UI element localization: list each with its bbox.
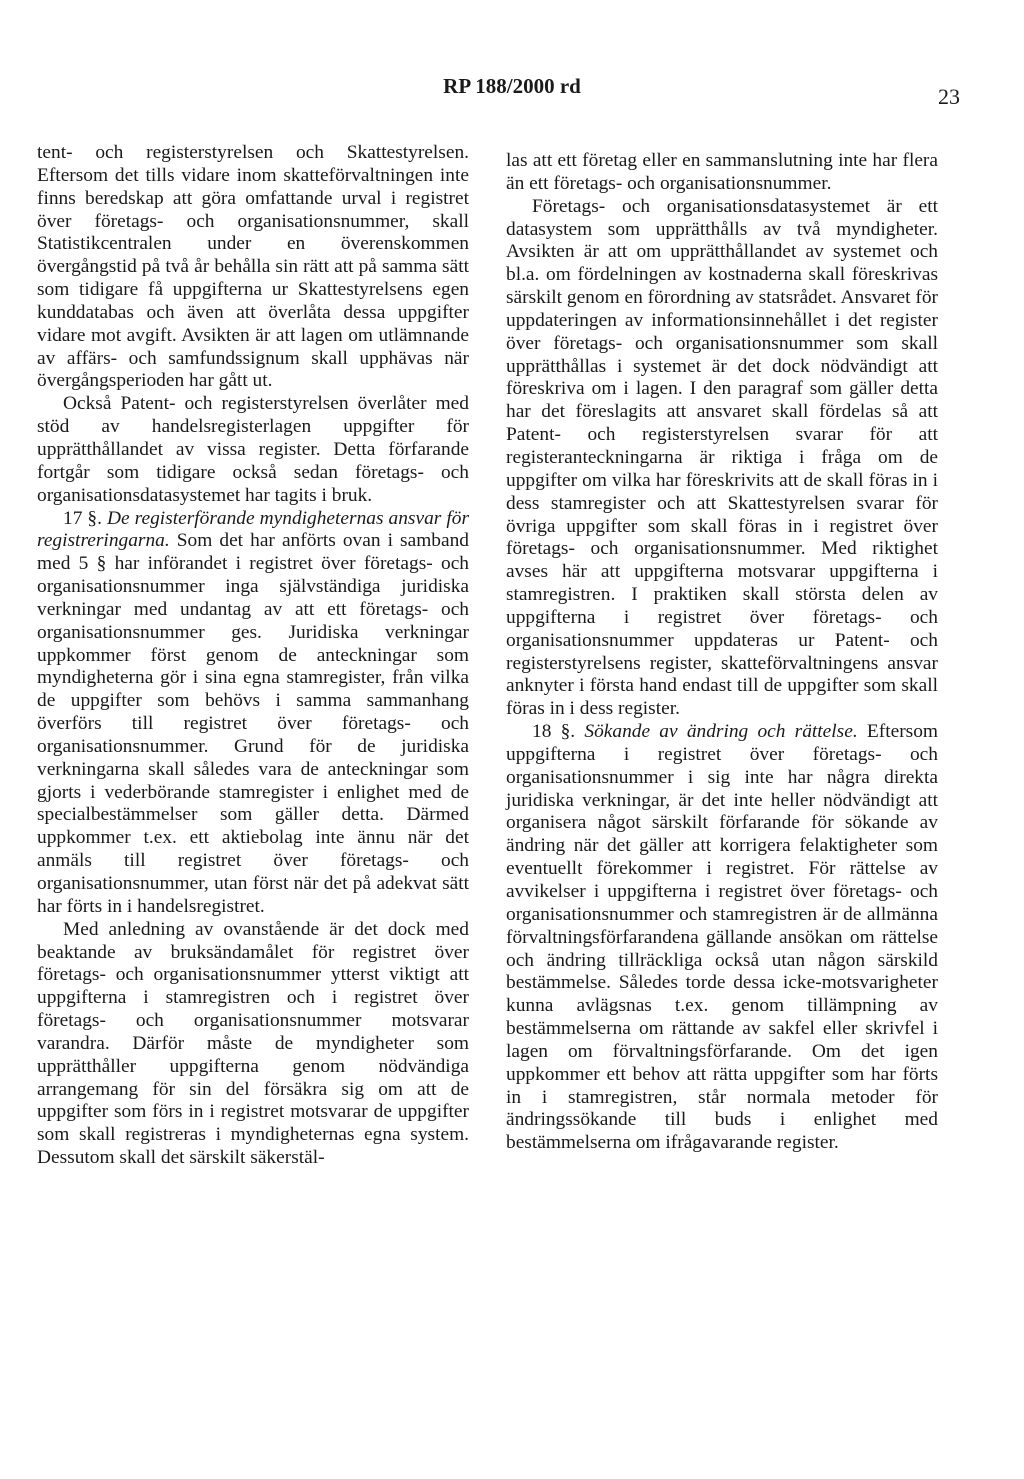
paragraph: Företags- och organisationsdatasystemet är ett datasystem som upprätthålls av två myndigheter. Avsikten är att om upprätthållandet av systemet och bl.a. om fördelningen av kostnaderna skall föreskrivas särskilt genom en förordning av statsrådet. Ansvaret för uppdateringen av informationsinnehållet i det register över företags- och organisationsnummer som skall upprätthållas i systemet är det dock nödvändigt att föreskriva om i lagen. I den paragraf som gäller detta har det föreslagits att ansvaret skall fördelas så att Patent- och registerstyrelsen svarar för att registeranteckningarna är riktiga i fråga om de uppgifter om vilka har föreskrivits att de skall föras in i dess stamregister och att Skattestyrelsen svarar för övriga uppgifter som skall föras in i registret över företags- och organisationsnummer. Med riktighet avses här att uppgifterna motsvarar uppgifterna i stamregistren. I praktiken skall största delen av uppgifterna i registret över företags- och organisationsnummer uppdateras ur Patent- och registerstyrelsens register, skatteförvaltningens ansvar anknyter i första hand endast till de uppgifter som skall föras in i dess register. bbox=[506, 195, 938, 720]
section-heading: De registerförande myndigheternas ansvar för registreringarna. bbox=[37, 507, 469, 552]
section-number: 18 §. bbox=[532, 721, 576, 743]
section-number: 17 §. bbox=[63, 507, 102, 529]
section-heading: Sökande av ändring och rättelse. bbox=[584, 721, 858, 743]
paragraph: Med anledning av ovanstående är det dock med beaktande av bruksändamålet för registret över företags- och organisationsnummer ytterst viktigt att uppgifterna i stamregistren och i registret över företags- och organisationsnummer motsvarar varandra. Därför måste de myndigheter som upprätthåller uppgifterna genom nödvändiga arrangemang för sin del försäkra sig om att de uppgifter som förs in i registret motsvarar de uppgifter som skall registreras i myndigheternas egna system. Dessutom skall det särskilt säkerstäl- bbox=[37, 918, 469, 1169]
paragraph-section-18 bbox=[506, 721, 938, 1155]
paragraph: las att ett företag eller en sammanslutning inte har flera än ett företags- och organisationsnummer. bbox=[506, 150, 938, 194]
document-title: RP 188/2000 rd bbox=[443, 74, 581, 98]
page-number: 23 bbox=[938, 84, 960, 109]
right-column bbox=[506, 150, 938, 1155]
paragraph: tent- och registerstyrelsen och Skattestyrelsen. Eftersom det tills vidare inom skatteförvaltningen inte finns beredskap att göra omfattande urval i registret över företags- och organisationsnummer, skall Statistikcentralen under en överenskommen övergångstid på två år behålla sin rätt att på samma sätt som tidigare få uppgifterna ur Skattestyrelsens egen kunddatabas och även att överlåta dessa uppgifter vidare mot avgift. Avsikten är att lagen om utlämnande av affärs- och samfundssignum skall upphävas när övergångsperioden har gått ut. bbox=[37, 142, 469, 392]
section-body: Eftersom uppgifterna i registret över företags- och organisationsnummer i sig inte har några direkta juridiska verkningar, är det inte heller nödvändigt att organisera något särskilt förfarande för sökande av ändring när det gäller att korrigera felaktigheter som eventuellt förekommer i registret. För rättelse av avvikelser i uppgifterna i registret över företags- och organisationsnummer och stamregistren är de allmänna förvaltningsförfarandena gällande ansökan om rättelse och ändring tillräckliga också utan någon särskild bestämmelse. Således torde dessa icke-motsvarigheter kunna avlägsnas t.ex. genom tillämpning av bestämmelserna om rättande av sakfel eller skrivfel i lagen om förvaltningsförfarande. Om det igen uppkommer ett behov att rätta uppgifter som har förts in i stamregistren, står normala metoder för ändringssökande till buds i enlighet med bestämmelserna om ifrågavarande register. bbox=[506, 721, 938, 1154]
paragraph: Också Patent- och registerstyrelsen överlåter med stöd av handelsregisterlagen uppgifter för upprätthållandet av vissa register. Detta förfarande fortgår som tidigare också sedan företags- och organisationsdatasystemet har tagits i bruk. bbox=[37, 393, 469, 506]
paragraph-section-17 bbox=[37, 508, 469, 919]
section-body: Som det har anförts ovan i samband med 5 § har införandet i registret över företags- och organisationsnummer inga självständiga juridiska verkningar med undantag av att ett företags- och organisationsnummer ges. Juridiska verkningar uppkommer först genom de anteckningar som myndigheterna gör i sina egna stamregister, från vilka de uppgifter som behövs i samma sammanhang överförs till registret över företags- och organisationsnummer. Grund för de juridiska verkningarna skall således vara de anteckningar som gjorts i vederbörande stamregister i enlighet med de specialbestämmelser som gäller detta. Därmed uppkommer t.ex. ett aktiebolag inte ännu när det anmäls till registret över företags- och organisationsnummer, utan först när det på adekvat sätt har förts in i handelsregistret. bbox=[37, 530, 469, 917]
left-column bbox=[37, 142, 469, 1170]
